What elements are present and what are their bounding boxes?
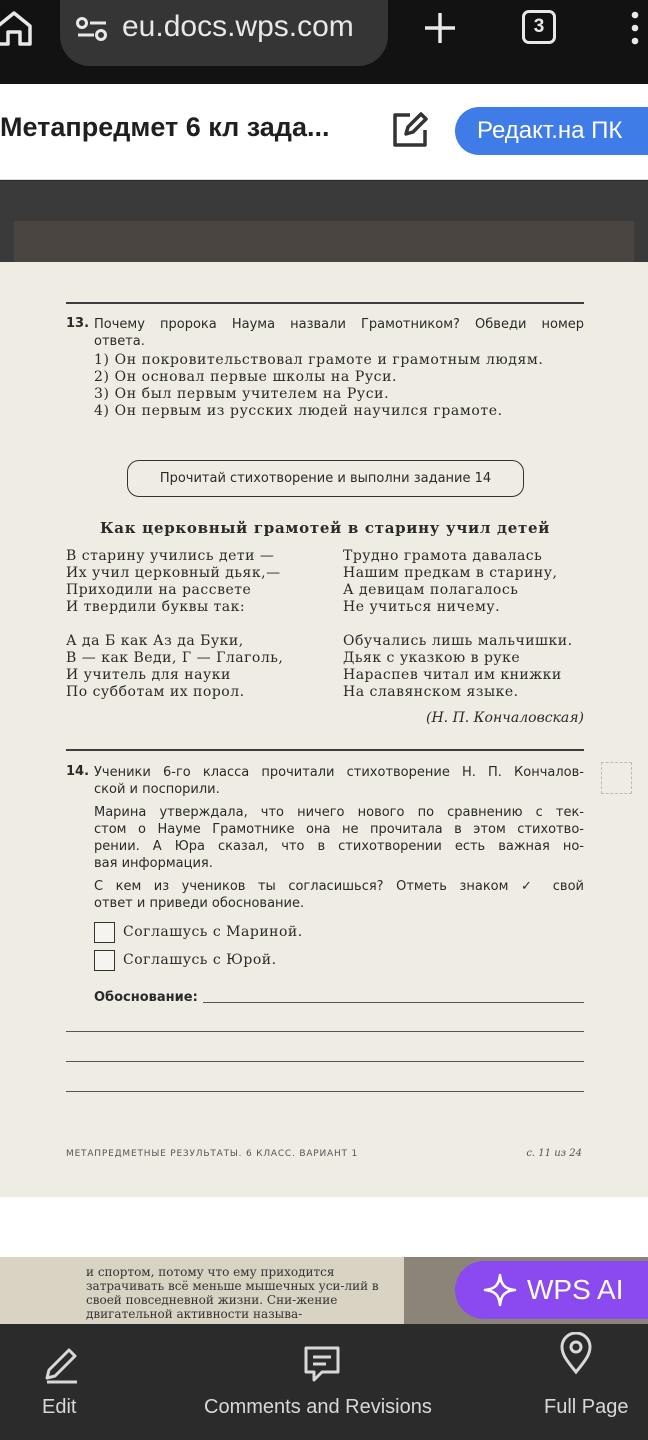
page-footer-title: МЕТАПРЕДМЕТНЫЕ РЕЗУЛЬТАТЫ. 6 КЛАСС. ВАРИАНТ 1 [66,1149,359,1159]
poem-stanza [66,633,283,701]
poem-line: Нараспев читал им книжки [343,667,562,683]
plus-icon[interactable] [422,10,458,46]
text-line: С кем из учеников ты согласишься? Отметь знаком ✓ свой [94,879,584,894]
text-line: рении. А Юра сказал, что в стихотворении есть важная но- [94,839,584,854]
full-page-label: Full Page [544,1396,629,1418]
document-title: Метапредмет 6 кл зада... [0,112,330,142]
site-settings-icon[interactable] [76,17,108,41]
poem-line: По субботам их порол. [66,684,245,700]
text-line: стом о Науме Грамотнике она не прочитала в этом стихотво- [94,822,584,837]
question-13-options [94,352,584,420]
instruction-box: Прочитай стихотворение и выполни задание 14 [127,460,524,497]
poem-stanza [66,548,281,616]
sparkle-icon [483,1273,517,1307]
next-page-text: и спортом, потому что ему приходится затрачивать всё меньше мышечных уси-лий в своей повседневной жизни. Сни-жение двигательной активности называ- [86,1265,379,1321]
checkbox[interactable] [94,950,115,971]
choice-label: Соглашусь с Юрой. [123,952,277,968]
choice-label: Соглашусь с Мариной. [123,924,303,940]
poem-line: В старину учились дети — [66,548,275,564]
poem-line: Обучались лишь мальчишки. [343,633,573,649]
text-line: ответ и приведи обоснование. [94,896,305,911]
justification-label: Обоснование: [94,990,198,1005]
poem-title: Как церковный грамотей в старину учил детей [99,519,551,537]
location-pin-icon [556,1332,596,1376]
pencil-icon [41,1344,81,1384]
section-rule [66,749,584,751]
question-13-number: 13. [66,316,90,331]
poem-line: Не учиться ничему. [343,599,501,615]
edit-document-icon[interactable] [388,108,432,152]
text-line: вая информация. [94,856,213,871]
answer-line[interactable] [66,1031,584,1032]
question-13-text: Почему пророка Наума назвали Грамотником? Обведи номер [94,317,584,332]
comments-label: Comments and Revisions [204,1396,432,1418]
answer-option[interactable]: 3) Он был первым учителем на Руси. [94,386,390,402]
poem-line: А да Б как Аз да Буки, [66,633,244,649]
page-gap [0,1197,648,1257]
answer-option[interactable]: 1) Он покровительствовал грамоте и грамотным людям. [94,352,544,368]
tabs-icon[interactable]: 3 [522,10,556,44]
more-icon[interactable] [628,10,642,46]
text-line: Марина утверждала, что ничего нового по сравнению с тек- [94,805,584,820]
question-14-intro [94,764,584,798]
answer-option[interactable]: 4) Он первым из русских людей научился грамоте. [94,403,503,419]
home-icon[interactable] [0,8,34,48]
poem-stanza [343,548,557,616]
poem-stanza [343,633,573,701]
comments-button[interactable] [200,1324,448,1440]
poem-line: Нашим предкам в старину, [343,565,558,581]
poem-line: И учитель для науки [66,667,231,683]
comment-icon [302,1344,342,1384]
previous-page-edge [14,221,634,263]
question-14-number: 14. [66,764,90,779]
poem-line: А девицам полагалось [343,582,519,598]
text-line: Ученики 6-го класса прочитали стихотворение Н. П. Кончалов- [94,765,584,780]
answer-line[interactable] [66,1091,584,1092]
browser-toolbar [0,0,648,84]
selection-marker [601,762,632,794]
edit-label: Edit [42,1396,77,1418]
wps-ai-button[interactable] [455,1261,648,1319]
poem-line: И твердили буквы так: [66,599,246,615]
poem-author: (Н. П. Кончаловская) [426,710,584,726]
section-rule [66,302,584,304]
answer-line[interactable] [203,1002,584,1003]
question-14-prompt [94,878,584,912]
poem-line: Трудно грамота давалась [343,548,543,564]
bottom-toolbar [0,1324,648,1440]
poem-line: Их учил церковный дьяк,— [66,565,281,581]
page-number: с. 11 из 24 [526,1148,582,1159]
poem-line: На славянском языке. [343,684,519,700]
answer-line[interactable] [66,1061,584,1062]
checkbox[interactable] [94,922,115,943]
document-header [0,84,648,180]
wps-ai-label: WPS AI [527,1274,624,1305]
edit-button[interactable] [0,1324,122,1440]
poem-line: В — как Веди, Г — Глаголь, [66,650,284,666]
poem-line: Приходили на рассвете [66,582,252,598]
full-page-button[interactable] [540,1324,648,1440]
text-line: ской и поспорили. [94,782,220,797]
poem-line: Дьяк с указкою в руке [343,650,521,666]
url-text[interactable]: eu.docs.wps.com [122,10,354,43]
question-14-paragraph [94,804,584,872]
answer-option[interactable]: 2) Он основал первые школы на Руси. [94,369,398,385]
question-13-text-cont: ответа. [94,334,145,349]
address-bar[interactable] [60,0,388,66]
edit-on-pc-button[interactable]: Редакт.на ПК [455,107,648,155]
